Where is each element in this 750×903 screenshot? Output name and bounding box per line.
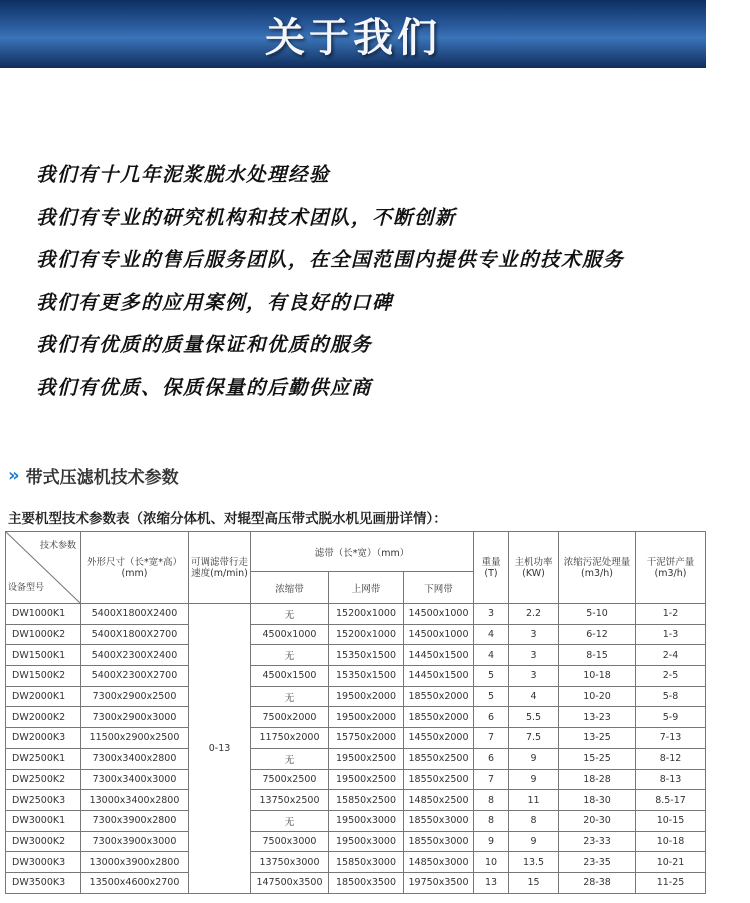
- cell-lower: 18550x2000: [404, 686, 474, 707]
- cell-model: DW3500K3: [6, 872, 81, 893]
- cell-upper: 19500x2000: [329, 686, 404, 707]
- cell-model: DW2500K2: [6, 769, 81, 790]
- table-row: [6, 728, 706, 749]
- cell-capacity: 8-15: [559, 645, 636, 666]
- cell-upper: 19500x2500: [329, 748, 404, 769]
- cell-weight: 13: [474, 872, 509, 893]
- cell-capacity: 18-28: [559, 769, 636, 790]
- cell-weight: 8: [474, 790, 509, 811]
- cell-size: 7300x2900x2500: [81, 686, 189, 707]
- cell-speed: 0-13: [189, 604, 251, 894]
- cell-power: 9: [509, 831, 559, 852]
- cell-weight: 4: [474, 645, 509, 666]
- cell-model: DW2000K1: [6, 686, 81, 707]
- cell-model: DW1000K2: [6, 624, 81, 645]
- cell-lower: 14500x1000: [404, 604, 474, 625]
- table-row: [6, 666, 706, 687]
- cell-weight: 6: [474, 748, 509, 769]
- cell-power: 9: [509, 769, 559, 790]
- cell-cake: 8-12: [636, 748, 706, 769]
- cell-weight: 4: [474, 624, 509, 645]
- cell-power: 3: [509, 624, 559, 645]
- cell-upper: 15850x3000: [329, 852, 404, 873]
- cell-capacity: 13-23: [559, 707, 636, 728]
- cell-power: 11: [509, 790, 559, 811]
- table-row: [6, 790, 706, 811]
- cell-capacity: 5-10: [559, 604, 636, 625]
- cell-upper: 15350x1500: [329, 666, 404, 687]
- cell-weight: 5: [474, 666, 509, 687]
- cell-upper: 15750x2000: [329, 728, 404, 749]
- table-row: [6, 769, 706, 790]
- cell-capacity: 10-20: [559, 686, 636, 707]
- cell-lower: 14850x2500: [404, 790, 474, 811]
- cell-model: DW2500K1: [6, 748, 81, 769]
- header-cake: 干泥饼产量(m3/h): [636, 532, 706, 604]
- section-heading: [8, 462, 179, 488]
- header-weight: 重量(T): [474, 532, 509, 604]
- cell-model: DW3000K3: [6, 852, 81, 873]
- cell-model: DW2500K3: [6, 790, 81, 811]
- cell-weight: 9: [474, 831, 509, 852]
- claims-list: [36, 160, 736, 415]
- cell-lower: 18550x3000: [404, 831, 474, 852]
- cell-lower: 14850x3000: [404, 852, 474, 873]
- cell-weight: 7: [474, 728, 509, 749]
- cell-weight: 7: [474, 769, 509, 790]
- cell-upper: 19500x3000: [329, 810, 404, 831]
- table-row: [6, 686, 706, 707]
- cell-thick: 4500x1000: [251, 624, 329, 645]
- claim-item: 我们有更多的应用案例，有良好的口碑: [36, 290, 394, 314]
- cell-thick: 13750x2500: [251, 790, 329, 811]
- header-capacity: 浓缩污泥处理量(m3/h): [559, 532, 636, 604]
- cell-cake: 10-18: [636, 831, 706, 852]
- cell-thick: 4500x1500: [251, 666, 329, 687]
- cell-capacity: 15-25: [559, 748, 636, 769]
- cell-lower: 14450x1500: [404, 645, 474, 666]
- cell-capacity: 20-30: [559, 810, 636, 831]
- cell-power: 15: [509, 872, 559, 893]
- claim-item: 我们有优质的质量保证和优质的服务: [36, 333, 373, 356]
- cell-lower: 19750x3500: [404, 872, 474, 893]
- cell-lower: 18550x2000: [404, 707, 474, 728]
- cell-cake: 10-21: [636, 852, 706, 873]
- claim-item: 我们有专业的售后服务团队，在全国范围内提供专业的技术服务: [36, 248, 625, 271]
- claim-item: 我们有专业的研究机构和技术团队，不断创新: [36, 205, 457, 229]
- header-belt: 滤带（长*宽）（mm）: [251, 532, 474, 572]
- table-row: [6, 831, 706, 852]
- cell-size: 5400X2300X2400: [81, 645, 189, 666]
- cell-size: 5400X2300X2700: [81, 666, 189, 687]
- cell-model: DW2000K2: [6, 707, 81, 728]
- cell-cake: 5-8: [636, 686, 706, 707]
- cell-size: 13500x4600x2700: [81, 872, 189, 893]
- cell-power: 5.5: [509, 707, 559, 728]
- cell-model: DW1500K1: [6, 645, 81, 666]
- cell-model: DW1000K1: [6, 604, 81, 625]
- header-power: 主机功率(KW): [509, 532, 559, 604]
- cell-thick: 13750x3000: [251, 852, 329, 873]
- cell-size: 7300x3400x3000: [81, 769, 189, 790]
- cell-capacity: 10-18: [559, 666, 636, 687]
- cell-power: 13.5: [509, 852, 559, 873]
- cell-cake: 10-15: [636, 810, 706, 831]
- cell-size: 13000x3900x2800: [81, 852, 189, 873]
- cell-thick: 7500x3000: [251, 831, 329, 852]
- cell-size: 7300x3900x2800: [81, 810, 189, 831]
- header-banner: [0, 0, 706, 68]
- cell-lower: 14500x1000: [404, 624, 474, 645]
- cell-lower: 18550x2500: [404, 769, 474, 790]
- table-row: [6, 810, 706, 831]
- cell-thick: 7500x2000: [251, 707, 329, 728]
- table-row: [6, 852, 706, 873]
- cell-upper: 19500x2000: [329, 707, 404, 728]
- cell-power: 7.5: [509, 728, 559, 749]
- cell-capacity: 18-30: [559, 790, 636, 811]
- cell-lower: 14450x1500: [404, 666, 474, 687]
- header-belt-thickening: 浓缩带: [251, 572, 329, 604]
- cell-upper: 15350x1500: [329, 645, 404, 666]
- cell-power: 3: [509, 666, 559, 687]
- double-chevron-icon: »: [8, 464, 20, 486]
- claim-item: 我们有十几年泥浆脱水处理经验: [36, 163, 331, 186]
- cell-size: 7300x3900x3000: [81, 831, 189, 852]
- cell-weight: 5: [474, 686, 509, 707]
- cell-upper: 15200x1000: [329, 624, 404, 645]
- cell-size: 7300x3400x2800: [81, 748, 189, 769]
- cell-cake: 8-13: [636, 769, 706, 790]
- cell-size: 13000x3400x2800: [81, 790, 189, 811]
- table-row: [6, 872, 706, 893]
- cell-thick: 无: [251, 748, 329, 769]
- cell-size: 7300x2900x3000: [81, 707, 189, 728]
- cell-cake: 1-3: [636, 624, 706, 645]
- header-speed: 可调滤带行走速度(m/min): [189, 532, 251, 604]
- table-row: [6, 707, 706, 728]
- cell-cake: 5-9: [636, 707, 706, 728]
- cell-weight: 8: [474, 810, 509, 831]
- cell-cake: 1-2: [636, 604, 706, 625]
- cell-size: 5400X1800X2400: [81, 604, 189, 625]
- corner-top-label: 技术参数: [39, 541, 76, 551]
- cell-model: DW3000K2: [6, 831, 81, 852]
- cell-size: 11500x2900x2500: [81, 728, 189, 749]
- cell-cake: 2-4: [636, 645, 706, 666]
- table-row: [6, 645, 706, 666]
- table-row: [6, 624, 706, 645]
- spec-table: [5, 531, 706, 894]
- cell-upper: 18500x3500: [329, 872, 404, 893]
- table-row: [6, 604, 706, 625]
- table-title: 主要机型技术参数表（浓缩分体机、对辊型高压带式脱水机见画册详情）：: [8, 511, 447, 527]
- cell-thick: 无: [251, 686, 329, 707]
- cell-model: DW3000K1: [6, 810, 81, 831]
- corner-bottom-label: 设备型号: [8, 583, 45, 593]
- cell-lower: 18550x2500: [404, 748, 474, 769]
- cell-power: 3: [509, 645, 559, 666]
- cell-capacity: 23-35: [559, 852, 636, 873]
- cell-weight: 3: [474, 604, 509, 625]
- cell-cake: 2-5: [636, 666, 706, 687]
- cell-capacity: 6-12: [559, 624, 636, 645]
- cell-lower: 14550x2000: [404, 728, 474, 749]
- cell-cake: 11-25: [636, 872, 706, 893]
- cell-cake: 7-13: [636, 728, 706, 749]
- cell-thick: 11750x2000: [251, 728, 329, 749]
- cell-capacity: 23-33: [559, 831, 636, 852]
- cell-capacity: 13-25: [559, 728, 636, 749]
- cell-weight: 10: [474, 852, 509, 873]
- cell-upper: 15850x2500: [329, 790, 404, 811]
- cell-upper: 19500x3000: [329, 831, 404, 852]
- table-corner-cell: [6, 532, 81, 604]
- header-belt-lower: 下网带: [404, 572, 474, 604]
- cell-capacity: 28-38: [559, 872, 636, 893]
- cell-size: 5400X1800X2700: [81, 624, 189, 645]
- table-row: [6, 748, 706, 769]
- cell-power: 4: [509, 686, 559, 707]
- cell-thick: 7500x2500: [251, 769, 329, 790]
- claim-item: 我们有优质、保质保量的后勤供应商: [36, 375, 373, 399]
- cell-upper: 19500x2500: [329, 769, 404, 790]
- cell-thick: 无: [251, 604, 329, 625]
- cell-power: 9: [509, 748, 559, 769]
- cell-model: DW2000K3: [6, 728, 81, 749]
- header-size: 外形尺寸（长*宽*高）(mm): [81, 532, 189, 604]
- cell-thick: 147500x3500: [251, 872, 329, 893]
- cell-thick: 无: [251, 645, 329, 666]
- banner-title: 关于我们: [265, 15, 441, 61]
- cell-power: 8: [509, 810, 559, 831]
- cell-power: 2.2: [509, 604, 559, 625]
- header-belt-upper: 上网带: [329, 572, 404, 604]
- section-title: 带式压滤机技术参数: [25, 467, 179, 488]
- cell-cake: 8.5-17: [636, 790, 706, 811]
- cell-upper: 15200x1000: [329, 604, 404, 625]
- cell-lower: 18550x3000: [404, 810, 474, 831]
- cell-model: DW1500K2: [6, 666, 81, 687]
- cell-thick: 无: [251, 810, 329, 831]
- cell-weight: 6: [474, 707, 509, 728]
